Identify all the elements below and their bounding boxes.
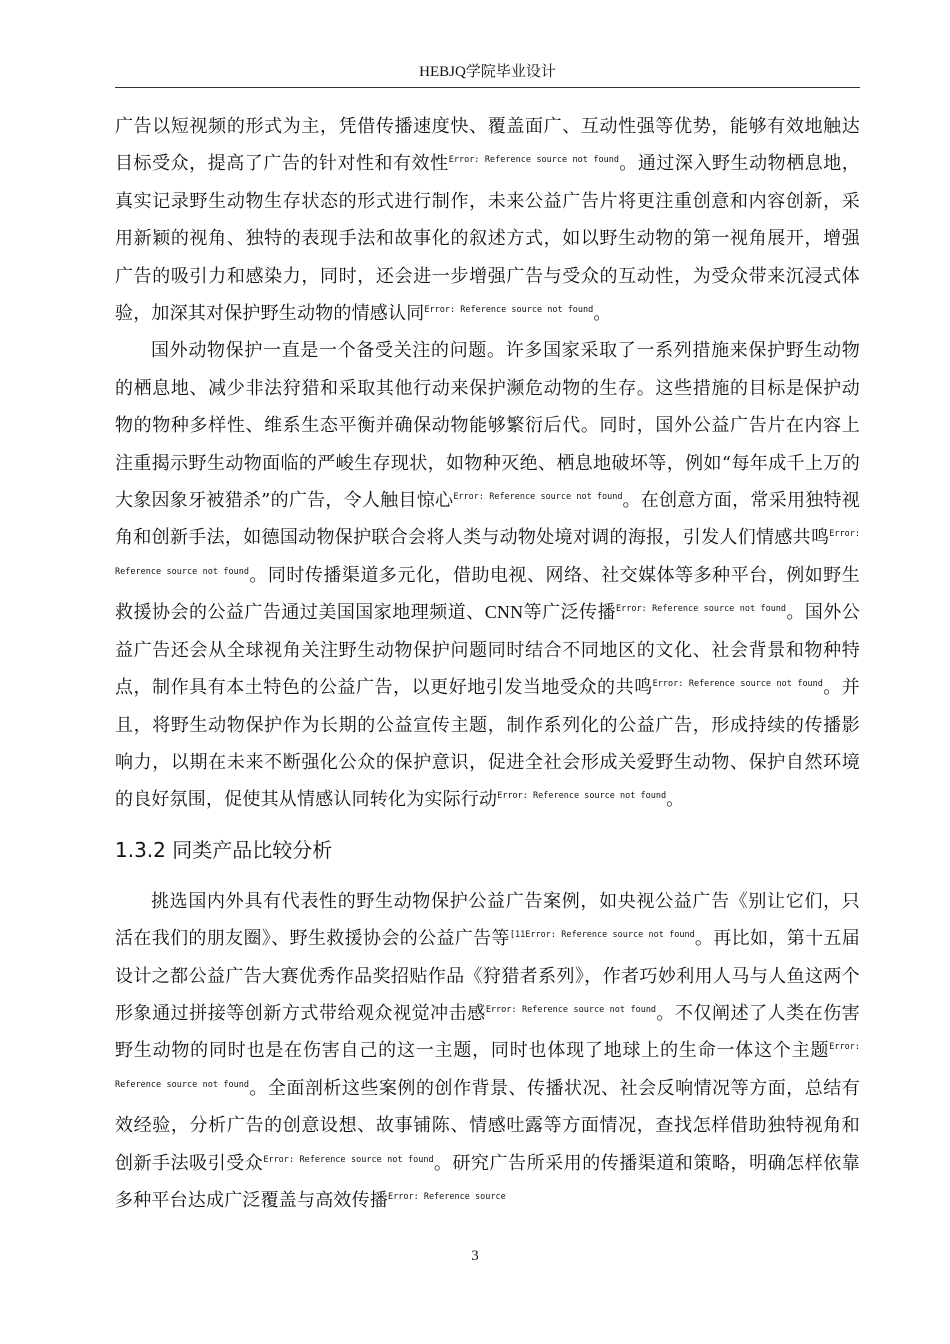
- paragraph-text: 。同时传播渠道多元化，借助电视、网络、社交媒体等多种平台，例如野生救援协会的公益广告通过美国国家地理频道、: [115, 564, 860, 624]
- reference-error: Error: Reference source not found: [485, 1004, 657, 1015]
- reference-error: Error: Reference source not found: [424, 305, 594, 316]
- reference-error: Error: Reference source not found: [448, 155, 619, 166]
- paragraph-text: 。并且，将野生动物保护作为长期的公益宣传主题，制作系列化的公益广告，形成持续的传播影响力，以期在未来不断强化公众的保护意识，促进全社会形成关爱野生动物、保护自然环境的良好氛围，促使其从情感认同转化为实际行动: [115, 677, 861, 811]
- paragraph-text: 挑选国内外具有代表性的野生动物保护公益广告案例，如央视公益广告《别让它们，只活在我们的朋友圈》、野生救援协会的公益广告等: [115, 890, 860, 950]
- reference-error: Error: Reference source not found: [497, 791, 667, 802]
- paragraph-text: 。: [593, 303, 612, 325]
- paragraph-text: 。研究广告所采用的传播渠道和策略，明确怎样依靠多种平台达成广泛覆盖与高效传播: [115, 1152, 860, 1211]
- paragraph-text: 。: [666, 789, 685, 811]
- page-header: HEBJQ学院毕业设计: [419, 64, 556, 80]
- section-heading: 1.3.2 同类产品比较分析: [115, 837, 333, 862]
- header-divider: [115, 87, 860, 88]
- reference-error: Error: Reference source not found: [115, 529, 866, 577]
- paragraph-3: [115, 883, 866, 1220]
- paragraph-text: 广告以短视频的形式为主，凭借传播速度快、覆盖面广、互动性强等优势，能够有效地触达目标受众，提高了广告的针对性和有效性: [115, 116, 860, 175]
- paragraph-1: [115, 108, 860, 332]
- paragraph-text: 。在创意方面，常采用独特视角和创新手法，如德国动物保护联合会将人类与动物处境对调的海报，引发人们情感共鸣: [115, 490, 860, 549]
- document-body: [115, 108, 866, 1219]
- page-number: 3: [471, 1248, 479, 1264]
- reference-error: Error: Reference source not found: [652, 679, 823, 690]
- reference-error: Error: Reference source: [388, 1191, 506, 1202]
- reference-error: [11Error: Reference source not found: [509, 930, 695, 941]
- paragraph-text: 等广泛传播: [523, 602, 617, 624]
- paragraph-2: [115, 332, 866, 818]
- reference-error: Error: Reference source not found: [616, 604, 787, 615]
- reference-error: Error: Reference source not found: [115, 1042, 866, 1090]
- reference-error: Error: Reference source not found: [453, 492, 623, 503]
- paragraph-text: 。不仅阐述了人类在伤害野生动物的同时也是在伤害自己的这一主题，同时也体现了地球上的生命一体这个主题: [115, 1002, 861, 1062]
- paragraph-text: 国外动物保护一直是一个备受关注的问题。许多国家采取了一系列措施来保护野生动物的栖息地、减少非法狩猎和采取其他行动来保护濒危动物的生存。这些措施的目标是保护动物的物种多样性、维系生态平衡并确保动物能够繁衍后代。同时，国外公益广告片在内容上注重揭示野生动物面临的严峻生存现状，如物种灭绝、栖息地破坏等，例如“每年成千上万的大象因象牙被猎杀”的广告，令人触目惊心: [115, 340, 860, 512]
- paragraph-text: 。再比如，第十五届设计之都公益广告大赛优秀作品奖招贴作品《狩猎者系列》，作者巧妙利用人马与人鱼这两个形象通过拼接等创新方式带给观众视觉冲击感: [115, 928, 860, 1024]
- paragraph-text: 。通过深入野生动物栖息地，真实记录野生动物生存状态的形式进行制作，未来公益广告片将更注重创意和内容创新，采用新颖的视角、独特的表现手法和故事化的叙述方式，如以野生动物的第一视角展开，增强广告的吸引力和感染力，同时，还会进一步增强广告与受众的互动性，为受众带来沉浸式体验，加深其对保护野生动物的情感认同: [115, 153, 860, 325]
- paragraph-text: 。全面剖析这些案例的创作背景、传播状况、社会反响情况等方面，总结有效经验，分析广告的创意设想、故事铺陈、情感吐露等方面情况，查找怎样借助独特视角和创新手法吸引受众: [115, 1077, 860, 1174]
- paragraph-text: 。国外公益广告还会从全球视角关注野生动物保护问题同时结合不同地区的文化、社会背景和物种特点，制作具有本土特色的公益广告，以更好地引发当地受众的共鸣: [115, 602, 860, 699]
- paragraph-text: CNN: [484, 602, 524, 623]
- reference-error: Error: Reference source not found: [263, 1154, 434, 1165]
